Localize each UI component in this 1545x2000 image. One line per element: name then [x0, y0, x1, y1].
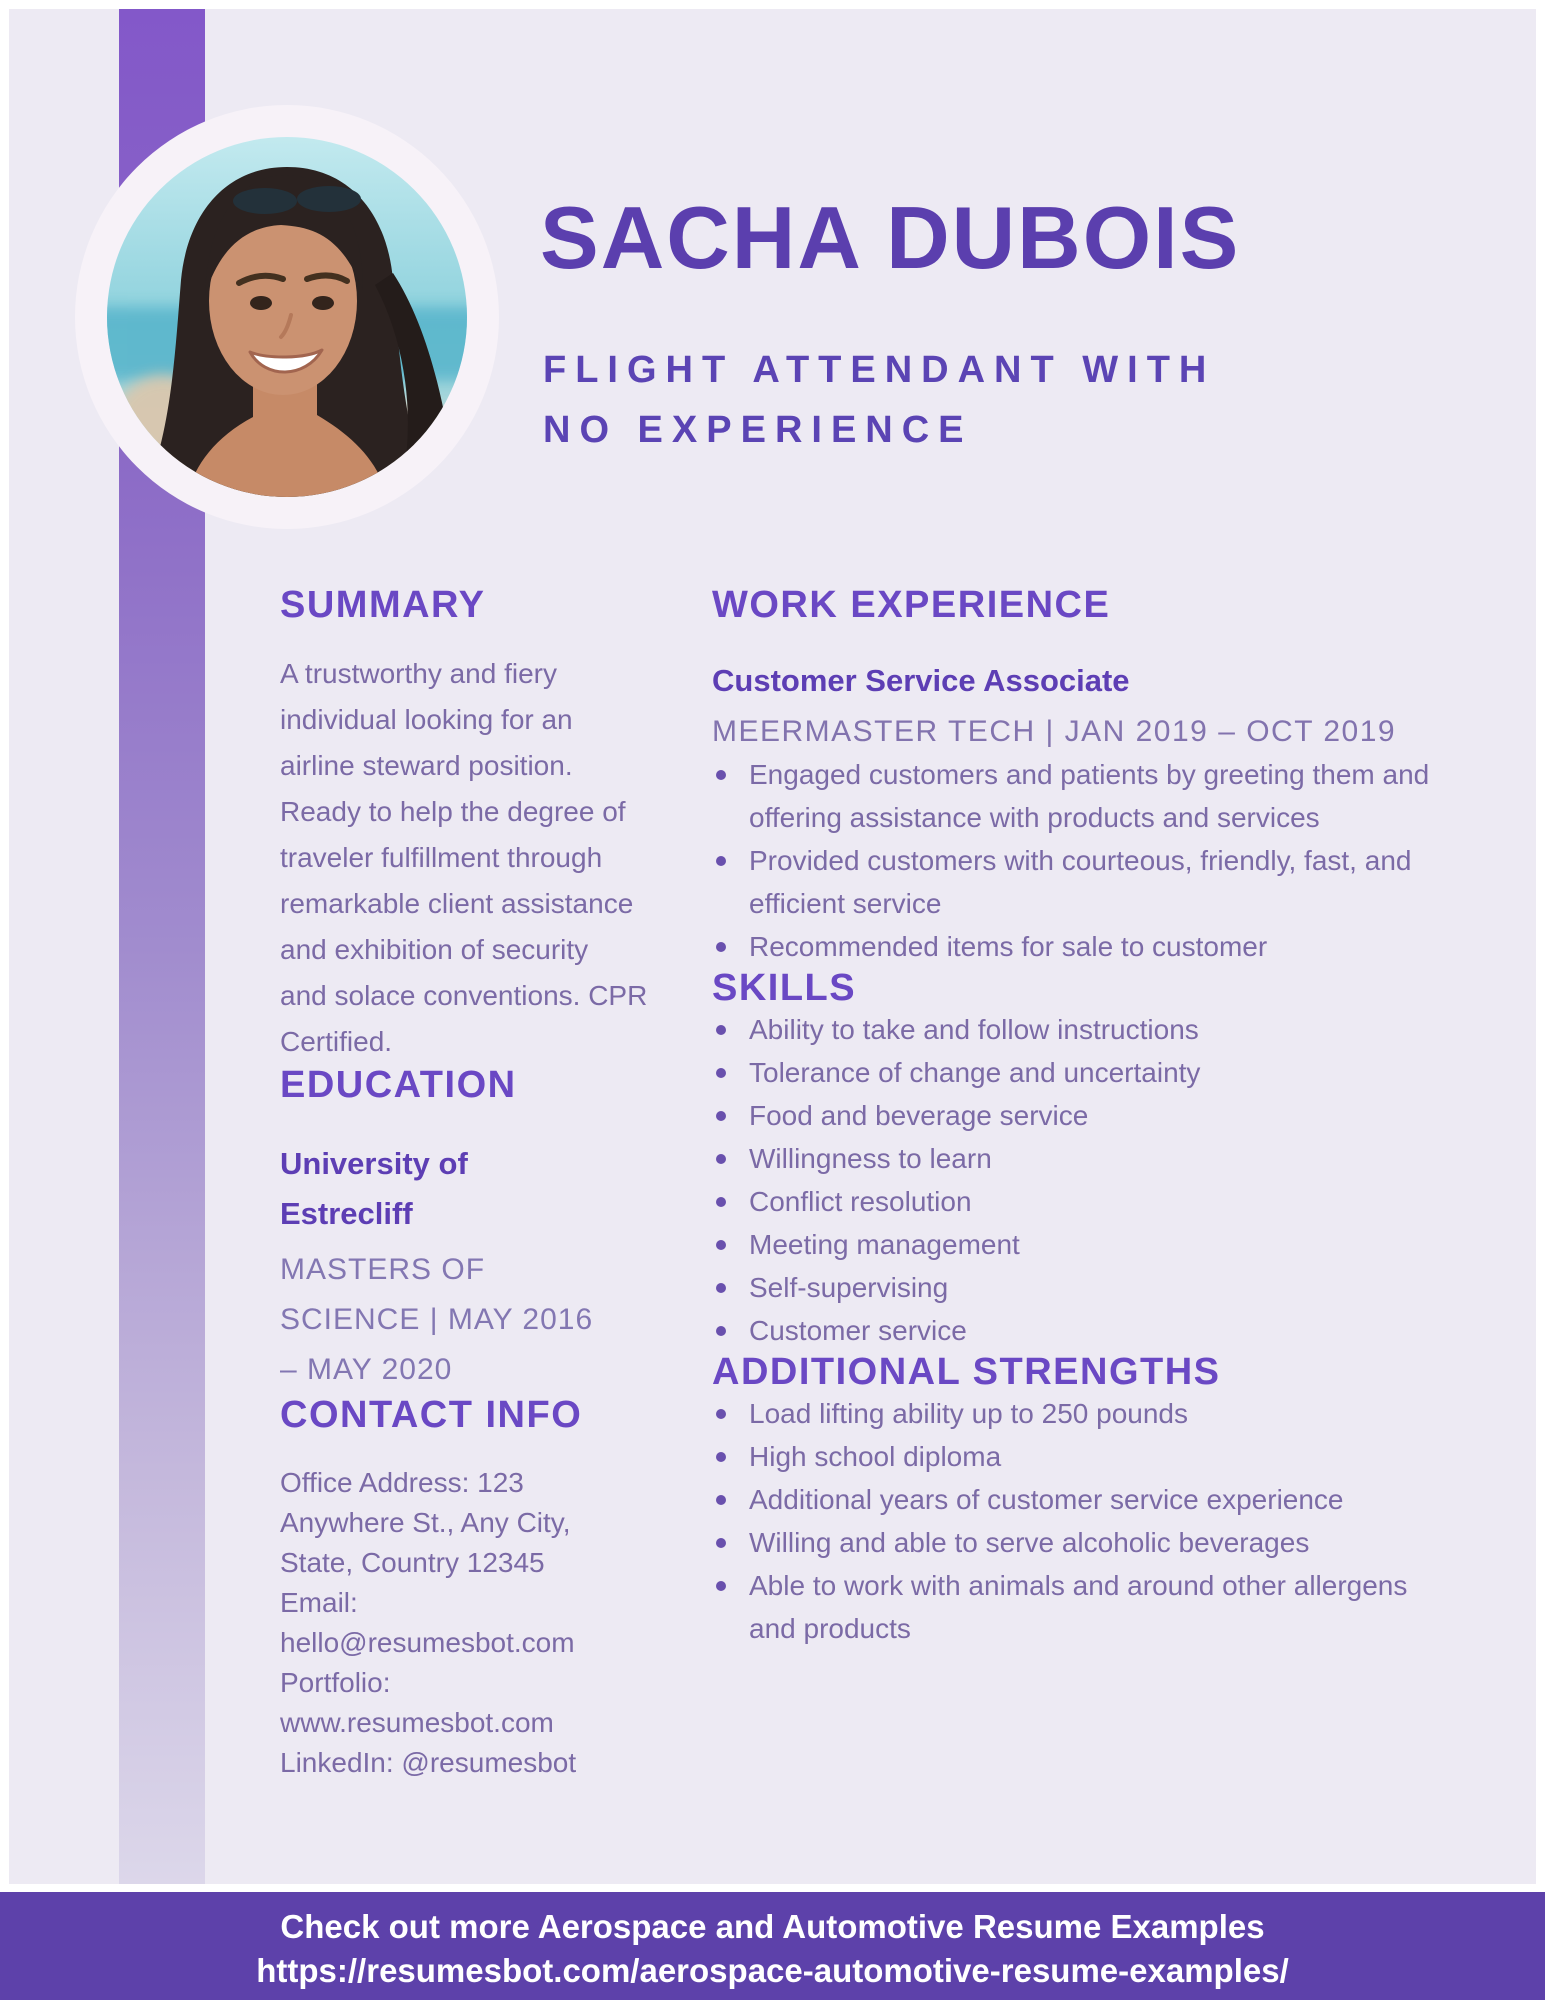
work-bullets — [712, 753, 1447, 968]
avatar-illustration — [75, 105, 499, 529]
degree-line: SCIENCE | MAY 2016 — [280, 1303, 594, 1336]
contact-info — [280, 1463, 652, 1783]
candidate-name: SACHA DUBOIS — [540, 188, 1241, 287]
work-experience-heading: WORK EXPERIENCE — [712, 584, 1111, 626]
summary-line: Certified. — [280, 1026, 393, 1057]
contact-line: www.resumesbot.com — [280, 1707, 554, 1738]
summary-heading: SUMMARY — [280, 584, 486, 626]
skill-bullet — [712, 1051, 1457, 1094]
strength-bullet — [712, 1435, 1447, 1478]
education-degree — [280, 1245, 652, 1395]
skill-bullet — [712, 1180, 1457, 1223]
contact-line: Office Address: 123 — [280, 1467, 524, 1498]
work-bullet — [712, 839, 1447, 925]
strength-bullet-text: Willing and able to serve alcoholic beverages — [749, 1527, 1310, 1558]
contact-heading: CONTACT INFO — [280, 1394, 583, 1436]
skill-bullet-text: Willingness to learn — [749, 1143, 992, 1174]
skill-bullet — [712, 1094, 1457, 1137]
contact-line: Email: hello@resumesbot.com — [280, 1587, 575, 1658]
profile-photo — [75, 105, 499, 529]
strength-bullet-text: High school diploma — [749, 1441, 1002, 1472]
skill-bullet-text: Tolerance of change and uncertainty — [749, 1057, 1201, 1088]
skills-heading: SKILLS — [712, 967, 857, 1009]
work-bullet — [712, 753, 1447, 839]
skill-bullet — [712, 1223, 1457, 1266]
footer-url-link[interactable]: https://resumesbot.com/aerospace-automotive-resume-examples/ — [256, 1952, 1289, 1989]
strength-bullet — [712, 1478, 1447, 1521]
work-bullet-text: Provided customers with courteous, friendly, fast, and efficient service — [749, 845, 1412, 919]
summary-line: individual looking for an — [280, 704, 573, 735]
contact-line: State, Country 12345 — [280, 1547, 545, 1578]
work-bullet — [712, 925, 1447, 968]
left-column — [280, 585, 652, 1783]
strength-bullet-text: Load lifting ability up to 250 pounds — [749, 1398, 1188, 1429]
strength-bullet — [712, 1564, 1447, 1650]
skill-bullet — [712, 1008, 1457, 1051]
right-column — [712, 585, 1457, 1650]
contact-line: Portfolio: — [280, 1667, 391, 1698]
skill-bullet-text: Customer service — [749, 1315, 967, 1346]
skill-bullet-text: Self-supervising — [749, 1272, 949, 1303]
summary-text — [280, 651, 652, 1065]
summary-line: airline steward position. — [280, 750, 573, 781]
education-heading: EDUCATION — [280, 1064, 517, 1106]
summary-line: Ready to help the degree of — [280, 796, 626, 827]
summary-line: and exhibition of security — [280, 934, 589, 965]
additional-strengths-heading: ADDITIONAL STRENGTHS — [712, 1351, 1221, 1393]
skill-bullet-text: Ability to take and follow instructions — [749, 1014, 1199, 1045]
school-line: University of — [280, 1146, 468, 1181]
strength-bullet — [712, 1392, 1447, 1435]
summary-line: and solace conventions. CPR — [280, 980, 648, 1011]
school-line: Estrecliff — [280, 1196, 413, 1231]
degree-line: MASTERS OF — [280, 1253, 486, 1286]
degree-line: – MAY 2020 — [280, 1353, 453, 1386]
company-and-dates: MEERMASTER TECH | JAN 2019 – OCT 2019 — [712, 715, 1397, 748]
skills-bullets — [712, 1008, 1457, 1352]
strength-bullet-text: Additional years of customer service experience — [749, 1484, 1344, 1515]
work-bullet-text: Engaged customers and patients by greeting them and offering assistance with products and services — [749, 759, 1430, 833]
strength-bullet — [712, 1521, 1447, 1564]
work-bullet-text: Recommended items for sale to customer — [749, 931, 1268, 962]
footer-text: Check out more Aerospace and Automotive Resume Examples — [280, 1908, 1265, 1945]
footer-banner — [0, 1892, 1545, 2000]
contact-line: Anywhere St., Any City, — [280, 1507, 571, 1538]
candidate-role: FLIGHT ATTENDANT WITH NO EXPERIENCE — [543, 349, 1216, 451]
strengths-bullets — [712, 1392, 1447, 1650]
summary-line: remarkable client assistance — [280, 888, 634, 919]
summary-line: traveler fulfillment through — [280, 842, 603, 873]
skill-bullet — [712, 1266, 1457, 1309]
skill-bullet-text: Food and beverage service — [749, 1100, 1089, 1131]
contact-line: LinkedIn: @resumesbot — [280, 1747, 577, 1778]
strength-bullet-text: Able to work with animals and around other allergens and products — [749, 1570, 1408, 1644]
skill-bullet-text: Conflict resolution — [749, 1186, 972, 1217]
education-school — [280, 1139, 652, 1239]
job-title: Customer Service Associate — [712, 663, 1130, 698]
skill-bullet-text: Meeting management — [749, 1229, 1020, 1260]
summary-line: A trustworthy and fiery — [280, 658, 558, 689]
skill-bullet — [712, 1137, 1457, 1180]
skill-bullet — [712, 1309, 1457, 1352]
